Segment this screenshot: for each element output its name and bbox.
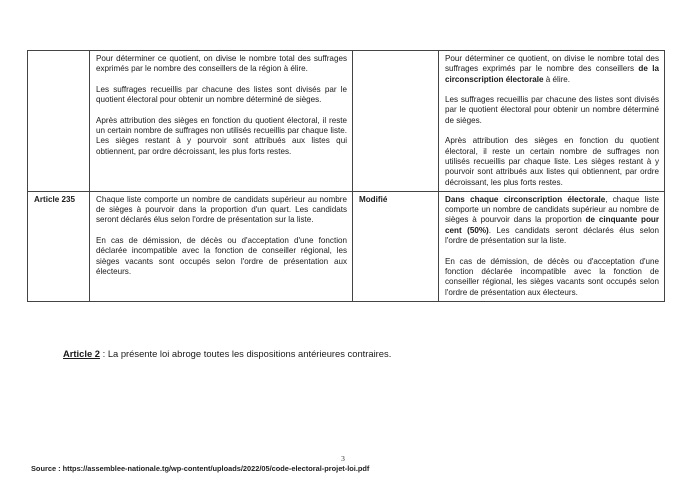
status-cell: Modifié	[353, 191, 439, 301]
page-number: 3	[341, 454, 345, 463]
source-caption: Source : https://assemblee-nationale.tg/wp-content/uploads/2022/05/code-electoral-projet-loi.pdf	[31, 464, 370, 473]
paragraph	[445, 195, 659, 246]
bold-text-span: de cinquante pour cent (50%)	[445, 215, 659, 235]
bold-text-span: Dans chaque circonscription électorale	[445, 194, 606, 204]
text-span: , chaque liste comporte un nombre de candidats supérieur au nombre de sièges à pourvoir dans la proportion	[445, 194, 659, 225]
paragraph: Les suffrages recueillis par chacune des listes sont divisés par le quotient électoral pour obtenir un nombre déterminé de sièges.	[96, 84, 347, 105]
new-text-cell	[439, 51, 665, 192]
old-text-cell	[90, 51, 353, 192]
paragraph: Après attribution des sièges en fonction du quotient électoral, il reste un certain nombre de suffrages non utilisés recueillis par chaque liste. Les sièges restant à y pourvoir sont attribués aux listes qui obtiennent, par ordre décroissant, les plus forts restes.	[96, 115, 347, 156]
paragraph	[445, 54, 659, 85]
paragraph: Après attribution des sièges en fonction du quotient électoral, il reste un certain nombre de suffrages non utilisés recueillis par chaque liste. Les sièges restant à y pourvoir sont attribués aux listes qui obtiennent, par ordre décroissant, les plus forts restes.	[445, 136, 659, 187]
paragraph: En cas de démission, de décès ou d'acceptation d'une fonction déclarée incompatible avec la fonction de conseiller régional, les sièges vacants sont occupés selon l'ordre de présentation aux électeurs.	[445, 256, 659, 297]
text-span: Pour déterminer ce quotient, on divise le nombre total des suffrages exprimés par le nombre des conseillers	[445, 54, 659, 74]
article-cell	[28, 51, 90, 192]
table-row	[28, 51, 665, 192]
bold-text-span: de la circonscription électorale	[445, 64, 659, 84]
table-row	[28, 191, 665, 301]
article-cell: Article 235	[28, 191, 90, 301]
article-2-text: : La présente loi abroge toutes les dispositions antérieures contraires.	[100, 348, 392, 359]
old-text-cell	[90, 191, 353, 301]
new-text-cell	[439, 191, 665, 301]
paragraph: Pour déterminer ce quotient, on divise le nombre total des suffrages exprimés par le nombre des conseillers de la région à élire.	[96, 54, 347, 74]
paragraph: Les suffrages recueillis par chacune des listes sont divisés par le quotient électoral pour obtenir un nombre déterminé de sièges.	[445, 95, 659, 125]
article-2-label: Article 2	[63, 348, 100, 359]
text-span: à élire.	[543, 74, 571, 84]
text-span: . Les candidats seront déclarés élus selon l'ordre de présentation sur la liste.	[445, 225, 659, 246]
paragraph: Chaque liste comporte un nombre de candidats supérieur au nombre de sièges à pourvoir dans la proportion d'un quart. Les candidats seront déclarés élus selon l'ordre de présentation sur la liste.	[96, 194, 347, 225]
comparison-table	[27, 50, 665, 302]
paragraph: En cas de démission, de décès ou d'acceptation d'une fonction déclarée incompatible avec la fonction de conseiller régional, les sièges vacants sont occupés selon l'ordre de présentation aux électeurs.	[96, 236, 347, 276]
status-cell	[353, 51, 439, 192]
article-2-paragraph	[63, 348, 623, 360]
